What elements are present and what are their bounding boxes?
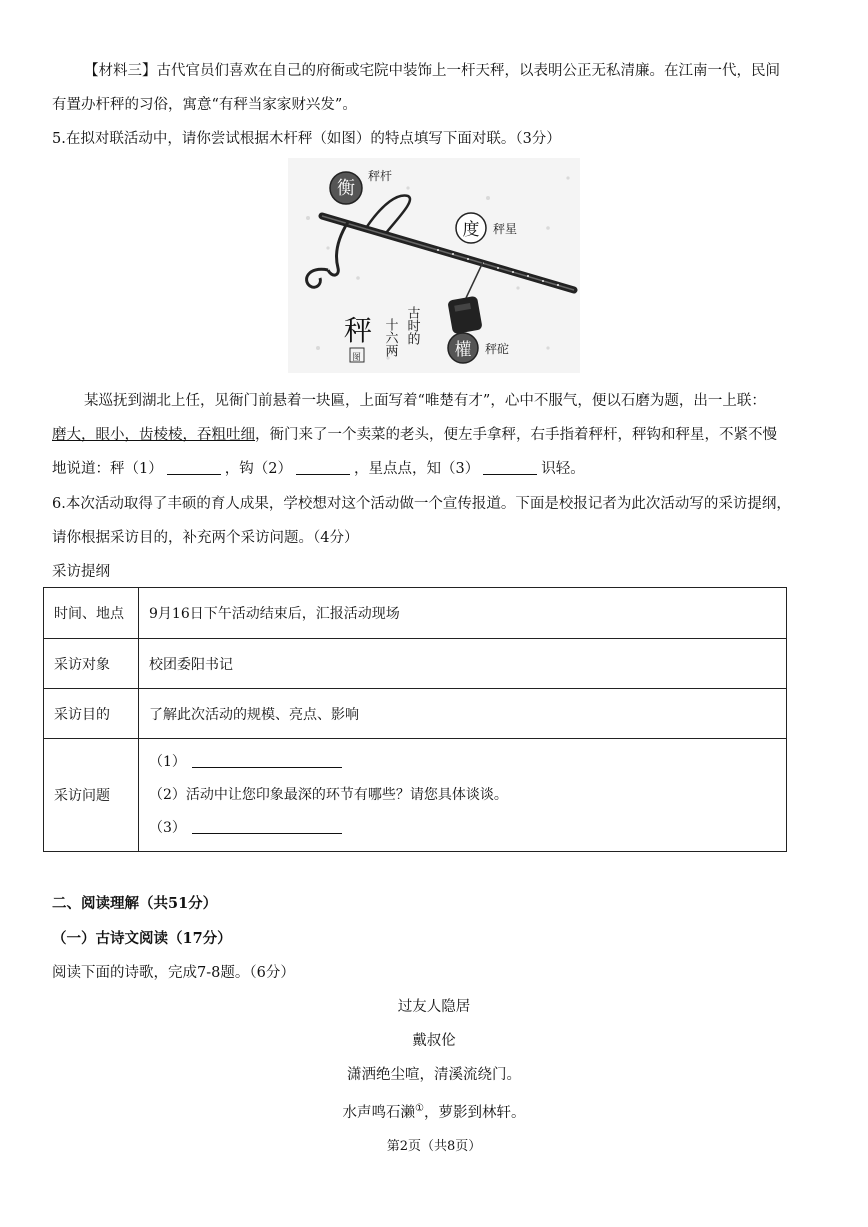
label-quan-note: 秤砣 (485, 342, 510, 356)
poem-line2 (0, 1099, 868, 1123)
outline-title: 采访提纲 (52, 564, 110, 580)
upper-couplet: 磨大，眼小，齿棱棱，吞粗吐细 (52, 427, 255, 443)
page-footer: 第2页（共8页） (386, 1139, 482, 1154)
question-1-label: （1） (149, 753, 186, 770)
poem-title: 过友人隐居 (397, 999, 471, 1015)
story-text-b: ，钩（2） (224, 461, 292, 477)
footnote-marker: ① (415, 1103, 424, 1114)
story-line2 (52, 425, 818, 445)
row-key: 采访问题 (44, 739, 139, 852)
questions-cell (139, 739, 787, 852)
label-du: 度 (462, 220, 480, 240)
story-text-a: 地说道：秤（1） (52, 461, 163, 477)
interview-outline-table (43, 587, 787, 852)
seal-main-char: 秤 (344, 314, 373, 347)
label-heng-note: 秤杆 (368, 169, 393, 183)
script-column-1: 十六两 (382, 318, 398, 357)
label-heng: 衡 (337, 178, 355, 199)
question5-prompt: 5.在拟对联活动中，请你尝试根据木杆秤（如图）的特点填写下面对联。（3分） (52, 131, 561, 147)
material3-line1: 【材料三】古代官员们喜欢在自己的府衙或宅院中装饰上一杆天秤，以表明公正无私清廉。在江南一代，民间 (84, 63, 780, 79)
question-1-blank[interactable] (192, 752, 342, 768)
label-du-note: 秤星 (493, 222, 518, 236)
table-row (44, 689, 787, 739)
script-column-2: 古时的 (404, 306, 420, 345)
table-row (44, 588, 787, 639)
row-value: 9月16日下午活动结束后，汇报活动现场 (139, 588, 787, 639)
material3-line2: 有置办杆秤的习俗，寓意“有秤当家家财兴发”。 (52, 97, 357, 113)
question6-line1: 6.本次活动取得了丰硕的育人成果，学校想对这个活动做一个宣传报道。下面是校报记者为此次活动写的采访提纲， (52, 496, 791, 512)
poem-author: 戴叔伦 (412, 1033, 456, 1049)
question6-line2: 请你根据采访目的，补充两个采访问题。（4分） (52, 530, 359, 546)
row-key: 采访对象 (44, 639, 139, 689)
row-key: 时间、地点 (44, 588, 139, 639)
question-2: （2）活动中让您印象最深的环节有哪些？请您具体谈谈。 (149, 786, 508, 803)
question-1 (149, 746, 776, 779)
reading-instruction: 阅读下面的诗歌，完成7-8题。（6分） (52, 965, 295, 981)
question-3 (149, 812, 776, 845)
seal-sub-char: 图 (352, 353, 362, 363)
blank-3[interactable] (483, 459, 537, 475)
subsection-title: （一）古诗文阅读（17分） (52, 930, 232, 947)
table-row (44, 639, 787, 689)
row-value: 了解此次活动的规模、亮点、影响 (139, 689, 787, 739)
poem-line2-a: 水声鸣石濑 (342, 1104, 416, 1121)
question-3-blank[interactable] (192, 818, 342, 834)
row-key: 采访目的 (44, 689, 139, 739)
story-text-c: ，星点点，知（3） (353, 461, 480, 477)
steelyard-figure (288, 158, 580, 373)
story-text-d: 识轻。 (541, 461, 585, 477)
blank-2[interactable] (296, 459, 350, 475)
story-line1: 某巡抚到湖北上任，见衙门前悬着一块匾，上面写着“唯楚有才”，心中不服气，便以石磨为题，出一上联： (84, 393, 766, 409)
story-line3 (52, 459, 818, 479)
poem-line2-b: ，萝影到林轩。 (423, 1104, 526, 1121)
poem-line1: 潇洒绝尘喧，清溪流绕门。 (347, 1067, 521, 1083)
row-value: 校团委阳书记 (139, 639, 787, 689)
question-3-label: （3） (149, 819, 186, 836)
blank-1[interactable] (167, 459, 221, 475)
section-title: 二、阅读理解（共51分） (52, 895, 218, 912)
label-quan: 權 (454, 340, 472, 360)
story-line2-rest: ，衙门来了一个卖菜的老头，便左手拿秤，右手指着秤杆，秤钩和秤星，不紧不慢 (255, 427, 777, 443)
table-row (44, 739, 787, 852)
